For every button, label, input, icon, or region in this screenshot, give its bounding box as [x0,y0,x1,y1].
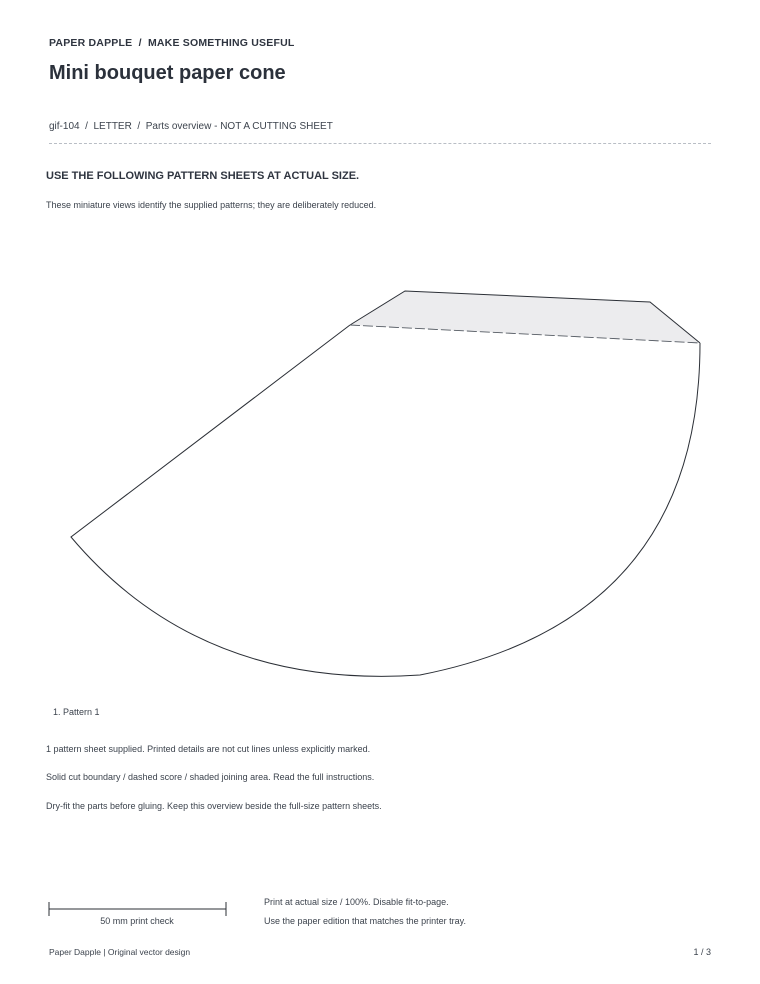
brand-name: PAPER DAPPLE [49,37,133,49]
meta-code: gif-104 [49,121,80,132]
pattern-glue-tab [350,291,700,343]
note-item: 1 pattern sheet supplied. Printed details are not cut lines unless explicitly marked. [46,744,371,754]
footer-credit: Paper Dapple | Original vector design [49,947,191,957]
instructions-subtext: These miniature views identify the supplied patterns; they are deliberately reduced. [46,200,377,210]
pattern-cut-boundary [71,325,700,676]
note-item: Solid cut boundary / dashed score / shaded joining area. Read the full instructions. [46,772,375,782]
brand-tagline: MAKE SOMETHING USEFUL [147,37,295,49]
pattern-label: 1. Pattern 1 [53,707,100,717]
page-number: 1 / 3 [693,947,711,957]
scale-label: 50 mm print check [100,916,174,926]
print-instruction-1: Print at actual size / 100%. Disable fit-to-page. [264,897,449,907]
document-meta: gif-104 / LETTER / Parts overview - NOT A CUTTING SHEET [49,121,333,132]
instructions-heading: USE THE FOLLOWING PATTERN SHEETS AT ACTUAL SIZE. [46,170,360,182]
brand-separator: / [138,37,142,49]
meta-description: Parts overview - NOT A CUTTING SHEET [145,121,333,132]
meta-paper: LETTER [93,121,132,132]
note-item: Dry-fit the parts before gluing. Keep this overview beside the full-size pattern sheets. [46,801,382,811]
page-title: Mini bouquet paper cone [49,62,286,84]
print-instruction-2: Use the paper edition that matches the printer tray. [264,916,466,926]
